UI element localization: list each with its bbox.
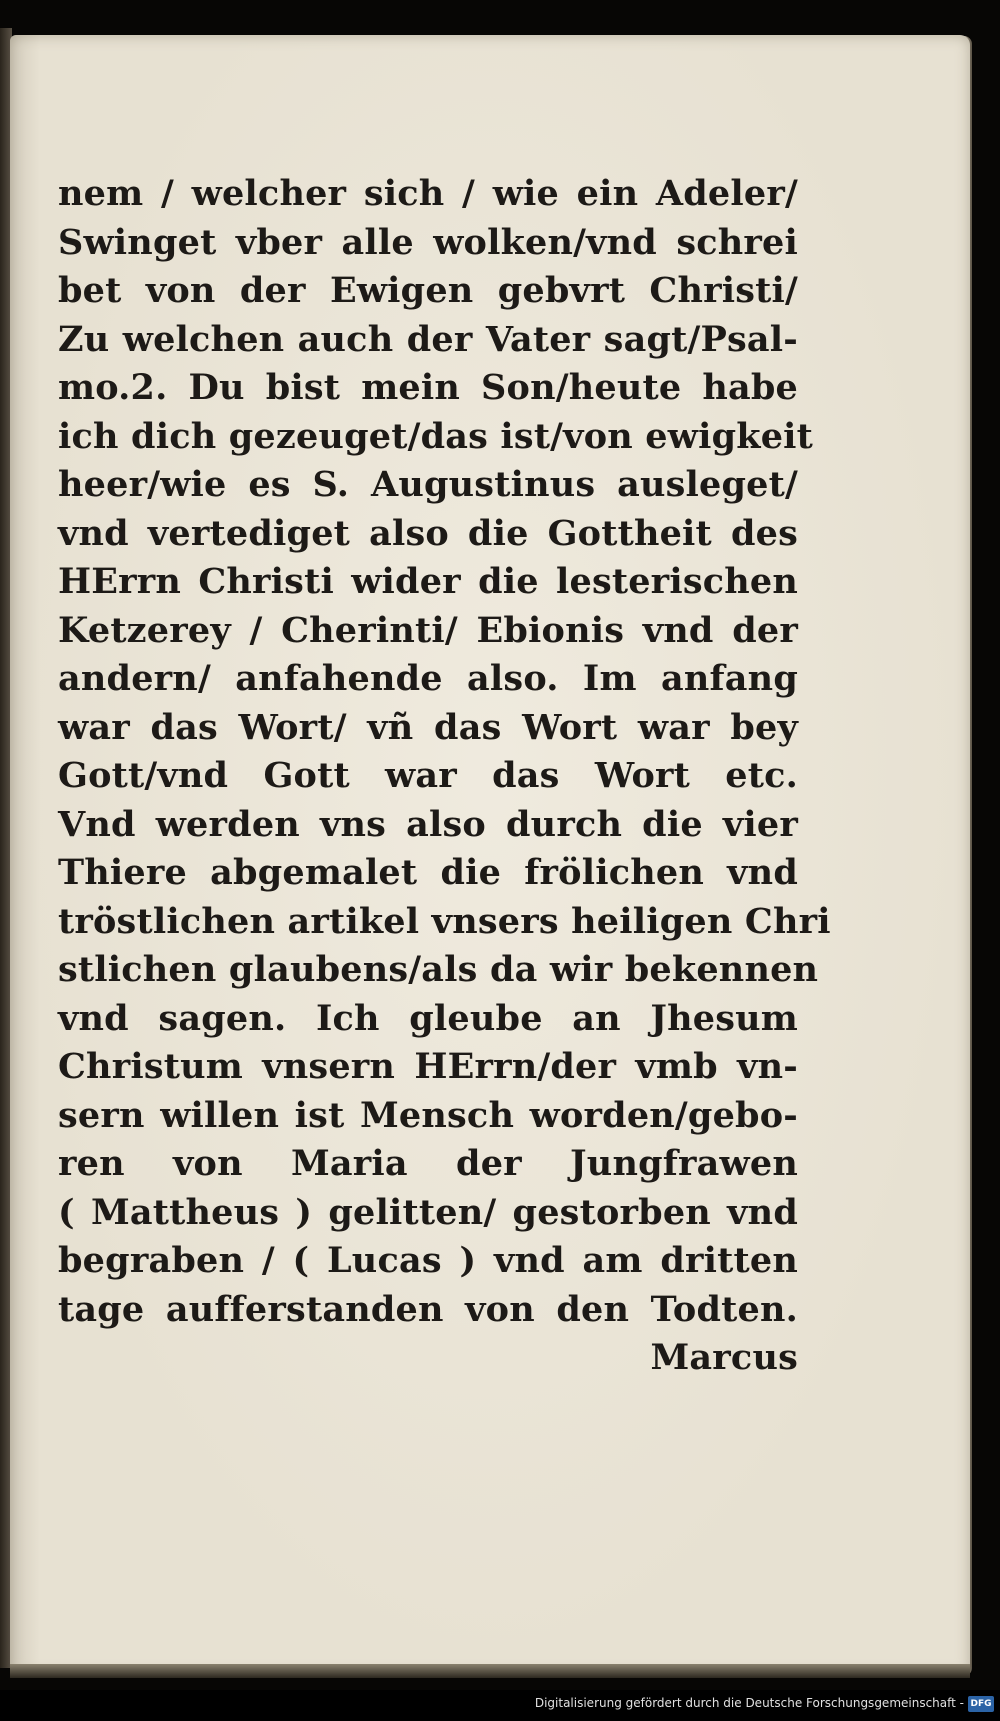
text-line: tröstlichen artikel vnsers heiligen Chri bbox=[58, 900, 831, 942]
text-line: Swinget vber alle wolken/vnd schrei bbox=[58, 221, 798, 263]
dfg-logo: DFG bbox=[968, 1696, 994, 1712]
text-line: vnd sagen. Ich gleube an Jhesum bbox=[58, 997, 798, 1039]
text-line: ( Mattheus ) gelitten/ gestorben vnd bbox=[58, 1191, 798, 1233]
text-line: sern willen ist Mensch worden/gebo- bbox=[58, 1094, 798, 1136]
footer-bar bbox=[0, 1690, 1000, 1721]
text-line: Zu welchen auch der Vater sagt/Psal- bbox=[58, 318, 798, 360]
text-line: HErrn Christi wider die lesterischen bbox=[58, 561, 798, 602]
text-line: nem / welcher sich / wie ein Adeler/ bbox=[58, 173, 798, 214]
text-line: Gott/vnd Gott war das Wort etc. bbox=[58, 755, 798, 796]
catchword: Marcus bbox=[650, 1337, 798, 1378]
funding-credit: Digitalisierung gefördert durch die Deutsche Forschungsgemeinschaft - bbox=[534, 1696, 964, 1710]
text-line: Thiere abgemalet die frölichen vnd bbox=[58, 852, 798, 893]
book-page bbox=[10, 35, 970, 1675]
text-line: stlichen glaubens/als da wir bekennen bbox=[58, 949, 819, 990]
page-bottom-edge bbox=[10, 1664, 970, 1678]
text-line: begraben / ( Lucas ) vnd am dritten bbox=[58, 1240, 798, 1281]
text-line: Vnd werden vns also durch die vier bbox=[58, 803, 798, 845]
text-line: andern/ anfahende also. Im anfang bbox=[58, 658, 798, 699]
text-line: Ketzerey / Cherinti/ Ebionis vnd der bbox=[58, 609, 798, 651]
text-line: Christum vnsern HErrn/der vmb vn- bbox=[58, 1046, 798, 1087]
text-line: ich dich gezeuget/das ist/von ewigkeit bbox=[58, 415, 814, 457]
text-line: war das Wort/ vñ das Wort war bey bbox=[58, 706, 798, 748]
text-line: bet von der Ewigen gebvrt Christi/ bbox=[58, 270, 798, 311]
text-line: ren von Maria der Jungfrawen bbox=[58, 1143, 798, 1184]
page-text bbox=[58, 170, 831, 1383]
text-line: tage aufferstanden von den Todten. bbox=[58, 1288, 798, 1330]
text-line: vnd vertediget also die Gottheit des bbox=[58, 512, 798, 554]
text-line: mo.2. Du bist mein Son/heute habe bbox=[58, 367, 798, 408]
text-line: heer/wie es S. Augustinus ausleget/ bbox=[58, 464, 798, 505]
